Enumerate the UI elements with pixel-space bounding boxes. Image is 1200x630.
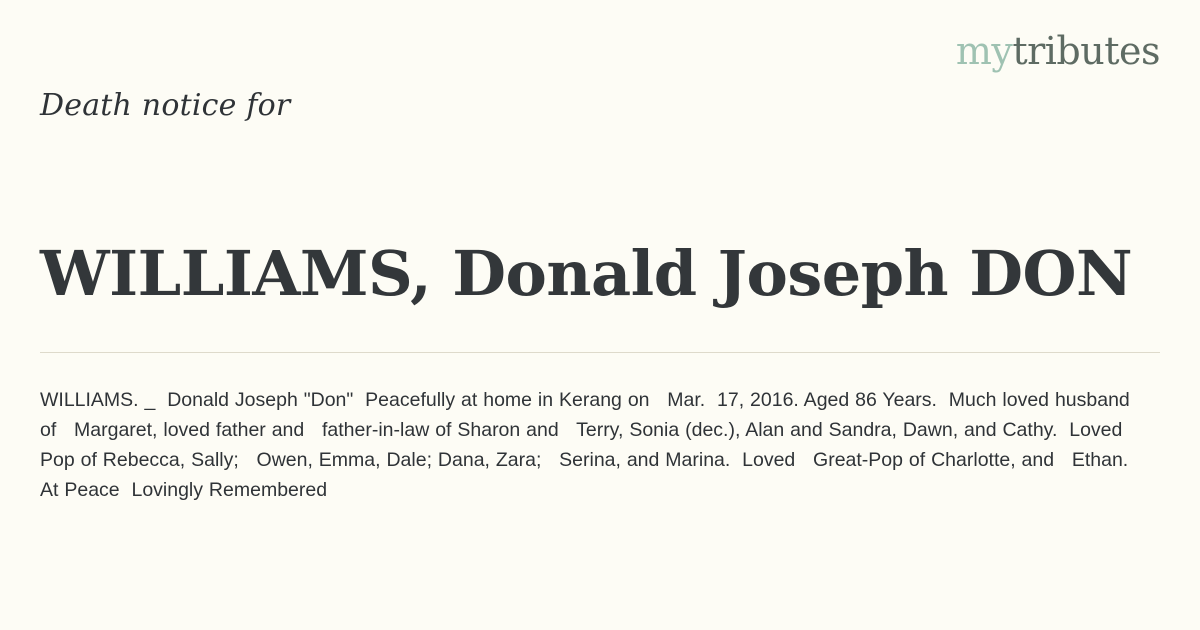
page-title: WILLIAMS, Donald Joseph DON	[40, 236, 1133, 310]
logo-text-tributes: tributes	[1012, 29, 1160, 73]
notice-body-text: WILLIAMS. _ Donald Joseph "Don" Peacefully at home in Kerang on Mar. 17, 2016. Aged 86 Years. Much loved husband of Margaret, loved father and father-in-law of Sharon and Terry, Sonia (dec.), Alan and Sandra, Dawn, and Cathy. Loved Pop of Rebecca, Sally; Owen, Emma, Dale; Dana, Zara; Serina, and Marina. Loved Great-Pop of Charlotte, and Ethan. At Peace Lovingly Remembered	[40, 389, 1145, 501]
logo-text-my: my	[955, 29, 1013, 73]
eyebrow-label: Death notice for	[40, 88, 291, 123]
divider	[40, 352, 1160, 353]
mytributes-logo[interactable]	[955, 29, 1160, 73]
